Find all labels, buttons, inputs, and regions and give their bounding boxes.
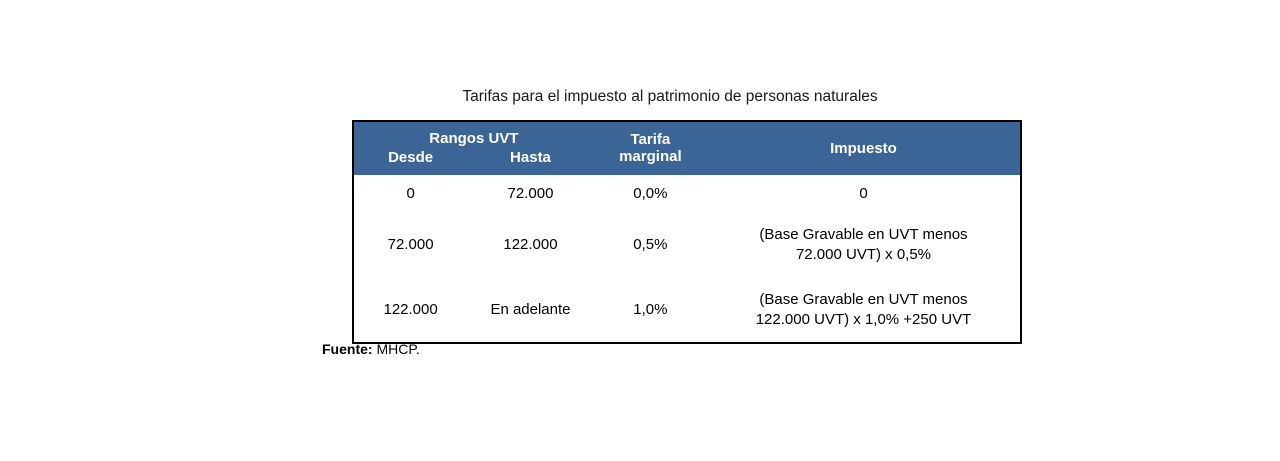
tarifa-marginal-line-1: Tarifa	[630, 131, 671, 148]
cell-impuesto	[707, 212, 1020, 277]
impuesto-line-2: 122.000 UVT) x 1,0% +250 UVT	[755, 310, 972, 328]
column-header-hasta: Hasta	[467, 148, 594, 174]
source-note	[322, 341, 420, 357]
impuesto-line-2: 72.000 UVT) x 0,5%	[795, 245, 932, 263]
impuesto-line-1: (Base Gravable en UVT menos	[759, 226, 968, 243]
column-header-tarifa-marginal	[594, 122, 707, 175]
tax-rate-figure	[320, 88, 1020, 344]
table-row	[354, 175, 1020, 213]
table-body	[354, 175, 1020, 343]
column-header-desde: Desde	[354, 148, 467, 174]
figure-title: Tarifas para el impuesto al patrimonio de personas naturales	[462, 88, 878, 105]
cell-desde: 122.000	[383, 300, 438, 318]
cell-tarifa: 0,0%	[633, 184, 668, 202]
cell-desde: 0	[406, 184, 415, 202]
impuesto-line-1: (Base Gravable en UVT menos	[759, 291, 968, 308]
column-header-impuesto: Impuesto	[707, 122, 1020, 175]
cell-hasta: En adelante	[490, 300, 571, 318]
table-header-row-top	[354, 122, 1020, 148]
cell-impuesto	[707, 277, 1020, 342]
tax-table	[354, 122, 1020, 342]
cell-tarifa: 1,0%	[633, 300, 668, 318]
column-group-rangos-uvt: Rangos UVT	[354, 122, 594, 148]
table-row	[354, 212, 1020, 277]
cell-tarifa: 0,5%	[633, 235, 668, 253]
table-row	[354, 277, 1020, 342]
impuesto-line-1: 0	[859, 184, 868, 202]
table-header	[354, 122, 1020, 175]
tarifa-marginal-line-2: marginal	[619, 148, 682, 166]
source-label: Fuente:	[322, 341, 373, 357]
cell-impuesto	[707, 175, 1020, 213]
cell-hasta: 72.000	[507, 184, 554, 202]
cell-hasta: 122.000	[503, 235, 558, 253]
cell-desde: 72.000	[387, 235, 434, 253]
source-value: MHCP.	[376, 341, 420, 357]
tax-table-container	[352, 120, 1022, 344]
